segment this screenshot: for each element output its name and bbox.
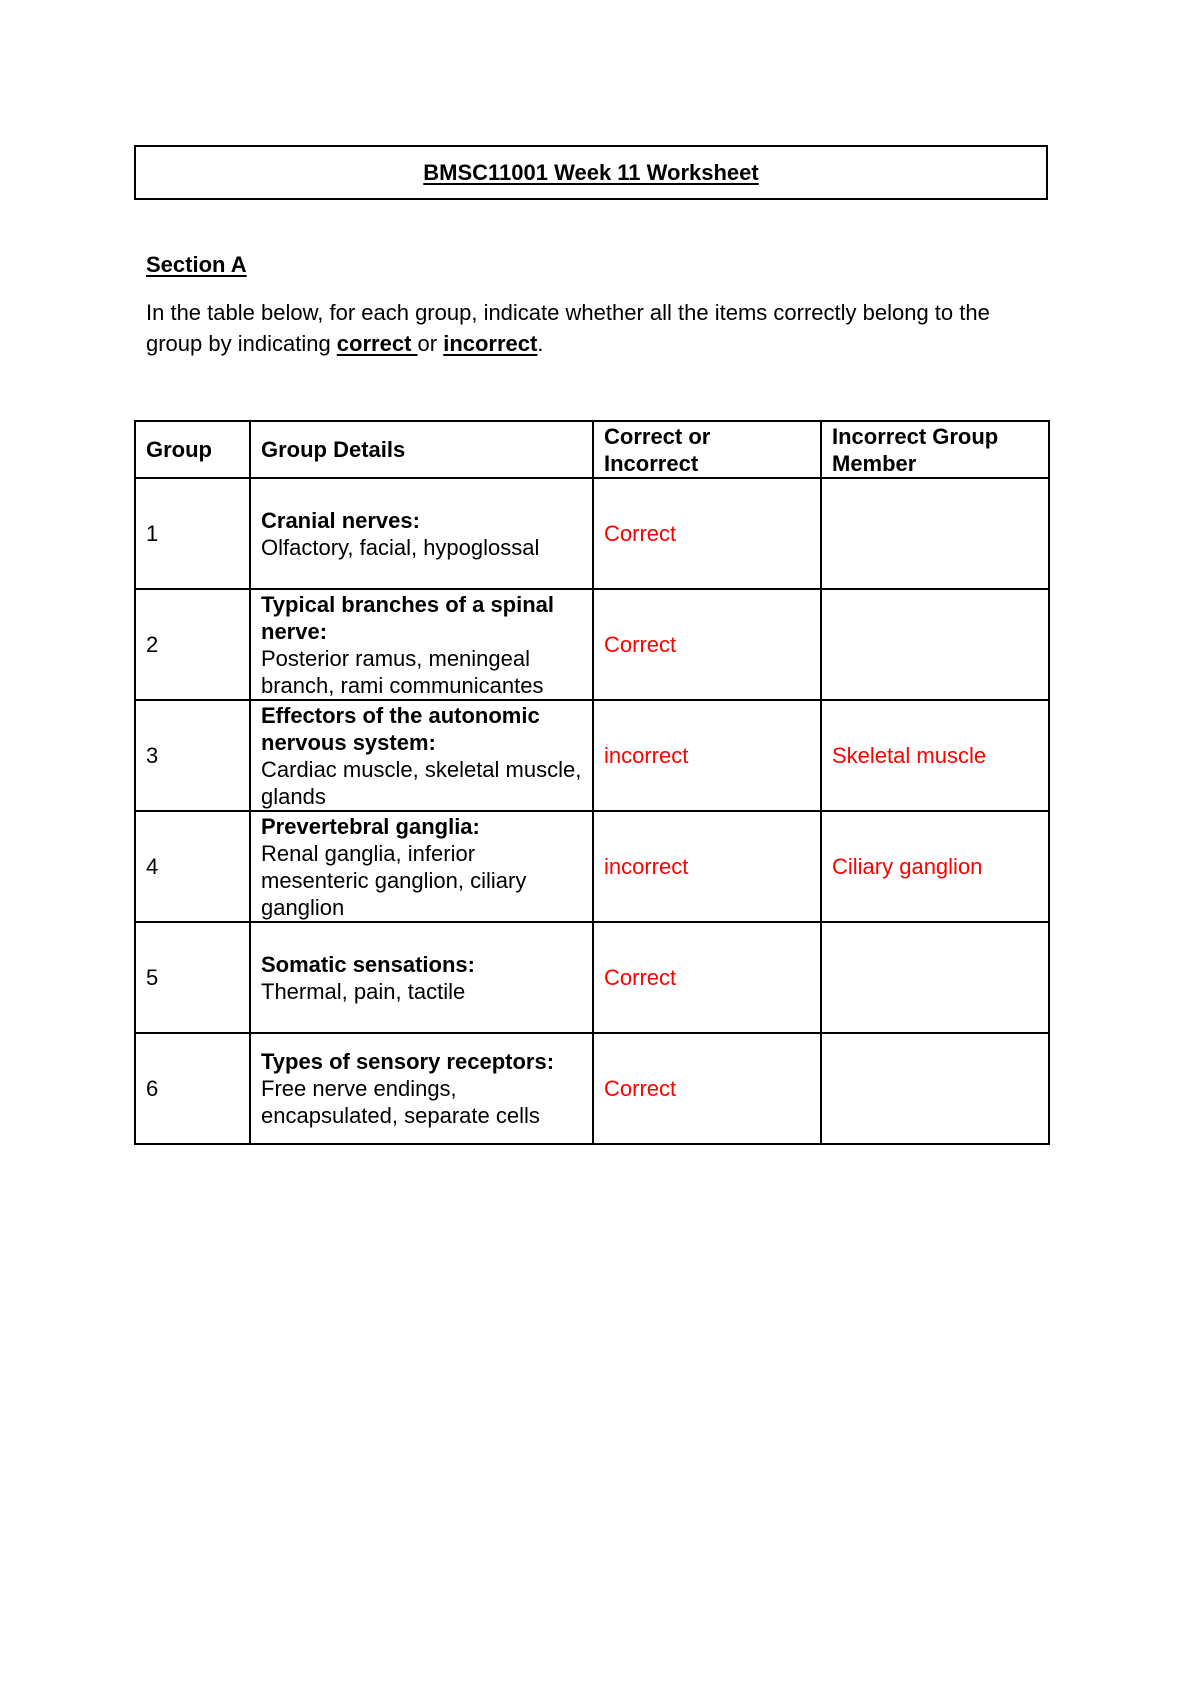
table-row — [135, 1033, 1049, 1144]
table-row — [135, 922, 1049, 1033]
incorrect-member-cell — [821, 589, 1049, 700]
group-details — [250, 1033, 593, 1144]
section-heading: Section A — [146, 252, 247, 277]
emph-incorrect: incorrect — [443, 331, 538, 356]
group-items: Free nerve endings, encapsulated, separate cells — [261, 1076, 540, 1128]
incorrect-member-cell — [821, 478, 1049, 589]
group-items: Renal ganglia, inferior mesenteric ganglion, ciliary ganglion — [261, 840, 527, 920]
answer-cell: Correct — [593, 478, 821, 589]
table-row — [135, 478, 1049, 589]
incorrect-member-cell — [821, 922, 1049, 1033]
incorrect-member-cell: Ciliary ganglion — [821, 811, 1049, 922]
group-title: Typical branches of a spinal nerve: — [261, 591, 555, 644]
answers-table — [134, 420, 1050, 1145]
header-correct-or-incorrect: Correct or Incorrect — [593, 421, 821, 478]
group-number: 5 — [135, 922, 250, 1033]
group-title: Prevertebral ganglia: — [261, 813, 480, 839]
answer-cell: incorrect — [593, 700, 821, 811]
incorrect-member-cell — [821, 1033, 1049, 1144]
header-group-details: Group Details — [250, 421, 593, 478]
group-number: 6 — [135, 1033, 250, 1144]
incorrect-member-cell: Skeletal muscle — [821, 700, 1049, 811]
table-row — [135, 589, 1049, 700]
worksheet-title: BMSC11001 Week 11 Worksheet — [423, 159, 759, 185]
instructions-text-2: or — [417, 331, 444, 356]
instructions — [146, 297, 1046, 359]
group-title: Somatic sensations: — [261, 951, 475, 977]
group-details — [250, 478, 593, 589]
group-details — [250, 589, 593, 700]
group-number: 4 — [135, 811, 250, 922]
instructions-text-3: . — [537, 331, 544, 356]
group-number: 1 — [135, 478, 250, 589]
group-title: Effectors of the autonomic nervous system: — [261, 702, 540, 755]
group-number: 3 — [135, 700, 250, 811]
answer-cell: Correct — [593, 1033, 821, 1144]
title-box — [134, 145, 1048, 200]
group-title: Cranial nerves: — [261, 507, 420, 533]
group-title: Types of sensory receptors: — [261, 1049, 555, 1074]
header-incorrect-member: Incorrect Group Member — [821, 421, 1049, 478]
group-items: Posterior ramus, meningeal branch, rami communicantes — [261, 645, 544, 698]
instructions-text-1: In the table below, for each group, indicate whether all the items correctly belong to the group by indicating — [146, 300, 990, 356]
table-row — [135, 700, 1049, 811]
header-group: Group — [135, 421, 250, 478]
group-number: 2 — [135, 589, 250, 700]
table-header-row — [135, 421, 1049, 478]
answer-cell: Correct — [593, 589, 821, 700]
answer-cell: incorrect — [593, 811, 821, 922]
emph-correct: correct — [336, 331, 418, 356]
group-details — [250, 922, 593, 1033]
group-details — [250, 700, 593, 811]
group-details — [250, 811, 593, 922]
table-row — [135, 811, 1049, 922]
answer-cell: Correct — [593, 922, 821, 1033]
group-items: Thermal, pain, tactile — [261, 978, 466, 1004]
group-items: Cardiac muscle, skeletal muscle, glands — [261, 756, 582, 809]
group-items: Olfactory, facial, hypoglossal — [261, 534, 540, 560]
